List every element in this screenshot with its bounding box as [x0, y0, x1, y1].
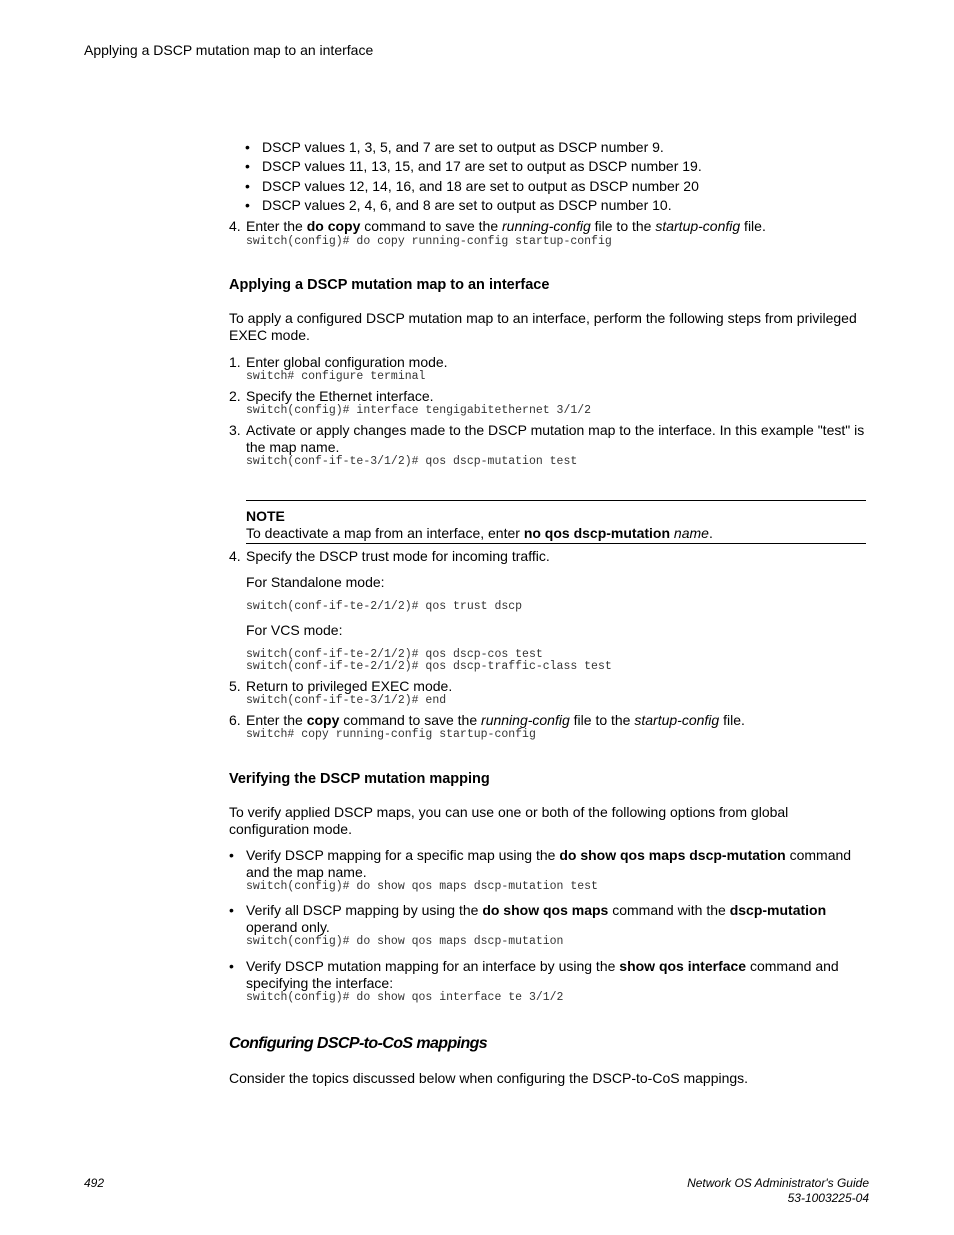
list-item: • DSCP values 2, 4, 6, and 8 are set to output as DSCP number 10.	[262, 197, 672, 214]
code-block: switch(conf-if-te-2/1/2)# qos trust dscp	[246, 600, 523, 613]
list-item-continued: operand only.	[246, 919, 330, 935]
step-copy-config: 4. Enter the do copy command to save the running-config file to the startup-config file.	[229, 218, 766, 234]
note-top-rule	[246, 500, 866, 501]
note-text: To deactivate a map from an interface, enter no qos dscp-mutation name.	[246, 525, 713, 541]
step-item: 1. Enter global configuration mode.	[229, 354, 448, 370]
list-item-continued: specifying the interface:	[246, 975, 394, 991]
doc-number: 53-1003225-04	[787, 1191, 869, 1205]
step-item: 2. Specify the Ethernet interface.	[229, 388, 434, 404]
paragraph: To apply a configured DSCP mutation map to an interface, perform the following steps from privileged	[229, 310, 857, 326]
code-block: switch(conf-if-te-2/1/2)# qos dscp-traffic-class test	[246, 660, 612, 673]
mode-label: For VCS mode:	[246, 622, 343, 638]
code-block: switch(config)# do show qos maps dscp-mutation test	[246, 880, 598, 893]
step-item: 5. Return to privileged EXEC mode.	[229, 678, 453, 694]
running-header: Applying a DSCP mutation map to an interface	[84, 42, 374, 58]
code-block: switch(conf-if-te-3/1/2)# end	[246, 694, 447, 707]
code-block: switch(config)# do show qos interface te 3/1/2	[246, 991, 564, 1004]
code-block: switch# configure terminal	[246, 370, 426, 383]
list-item: • Verify all DSCP mapping by using the do show qos maps command with the dscp-mutation	[246, 902, 826, 919]
step-item: 6. Enter the copy command to save the running-config file to the startup-config file.	[229, 712, 745, 728]
step-item: 3. Activate or apply changes made to the DSCP mutation map to the interface. In this example "test" is	[229, 422, 865, 438]
code-block: switch(config)# interface tengigabitethernet 3/1/2	[246, 404, 592, 417]
list-item: • DSCP values 11, 13, 15, and 17 are set to output as DSCP number 19.	[262, 158, 702, 175]
note-bottom-rule	[246, 543, 866, 544]
list-item-continued: and the map name.	[246, 864, 367, 880]
list-item: • DSCP values 12, 14, 16, and 18 are set to output as DSCP number 20	[262, 178, 699, 195]
code-block: switch# copy running-config startup-config	[246, 728, 536, 741]
section-heading: Applying a DSCP mutation map to an interface	[229, 277, 550, 293]
code-block: switch(config)# do show qos maps dscp-mutation	[246, 935, 564, 948]
mode-label: For Standalone mode:	[246, 574, 385, 590]
paragraph: EXEC mode.	[229, 327, 310, 343]
list-item: • Verify DSCP mapping for a specific map using the do show qos maps dscp-mutation command	[246, 847, 851, 864]
guide-title: Network OS Administrator's Guide	[687, 1176, 869, 1190]
note-label: NOTE	[246, 508, 285, 524]
code-block: switch(config)# do copy running-config startup-config	[246, 235, 612, 248]
paragraph: Consider the topics discussed below when configuring the DSCP-to-CoS mappings.	[229, 1070, 749, 1086]
step-item-continued: the map name.	[246, 439, 340, 455]
code-block: switch(conf-if-te-3/1/2)# qos dscp-mutation test	[246, 455, 578, 468]
page-number: 492	[84, 1176, 105, 1190]
list-item: • DSCP values 1, 3, 5, and 7 are set to output as DSCP number 9.	[262, 139, 664, 156]
code-block: switch(conf-if-te-2/1/2)# qos dscp-cos test	[246, 648, 543, 661]
step-item: 4. Specify the DSCP trust mode for incoming traffic.	[229, 548, 550, 564]
list-item: • Verify DSCP mutation mapping for an interface by using the show qos interface command and	[246, 958, 839, 975]
section-heading: Verifying the DSCP mutation mapping	[229, 771, 490, 787]
section-heading: Configuring DSCP-to-CoS mappings	[229, 1035, 488, 1052]
paragraph: To verify applied DSCP maps, you can use one or both of the following options from global	[229, 804, 789, 820]
paragraph: configuration mode.	[229, 821, 352, 837]
